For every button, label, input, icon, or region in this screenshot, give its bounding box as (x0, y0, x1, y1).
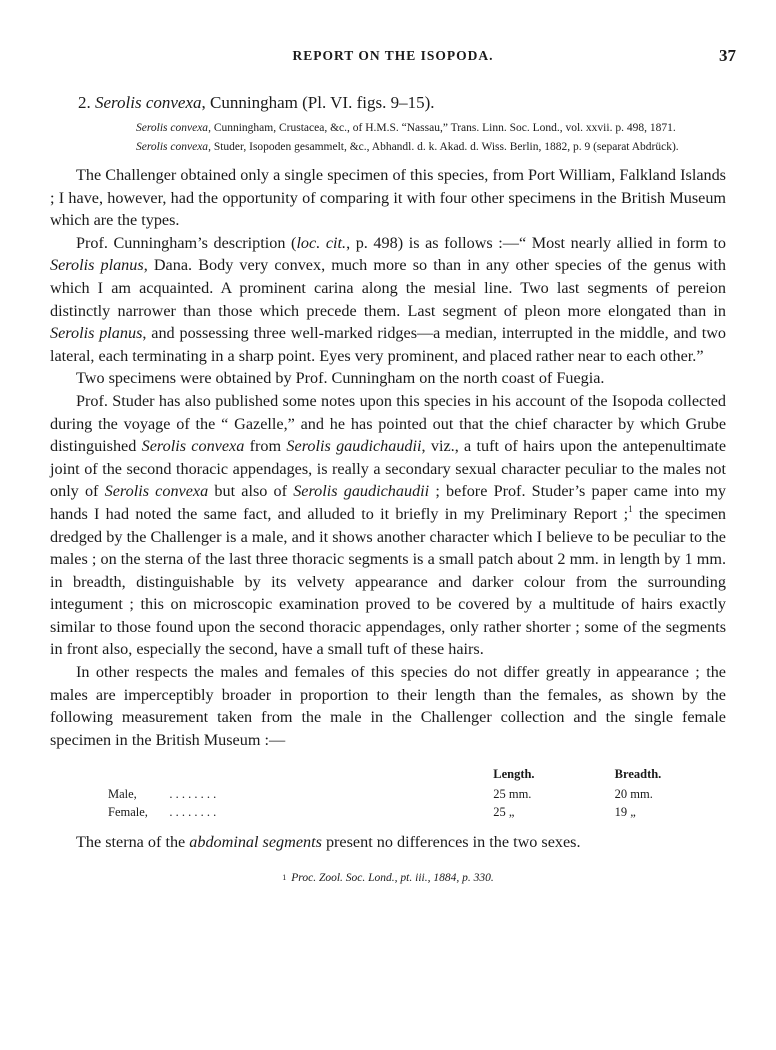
synonym-entry (136, 139, 726, 156)
row-label: Female, (108, 804, 148, 819)
header-length: Length. (493, 766, 535, 781)
paragraph-cunningham-description (50, 232, 726, 368)
footnote-ref[interactable]: 1 (628, 503, 633, 514)
leader-dots: . . . . . . . . (169, 786, 217, 801)
footnote (50, 870, 726, 886)
page-number: 37 (719, 46, 736, 65)
species-number: 2. (78, 93, 91, 112)
synonym-entry (136, 120, 726, 137)
text-run: , viz., a tuft of hairs upon the antepenultimate joint of the second thoracic appendages, is really a secondary sexual character peculiar to the males not only of (50, 437, 727, 501)
species-ref: Serolis convexa (104, 482, 209, 501)
measurement-header-row (50, 765, 726, 785)
synonymy (50, 120, 726, 156)
text-run: , Dana. Body very convex, much more so than in any other species of the genus with which I am acquainted. A prominent carina along the mesial line. Two last segments of pereion distinctly narrower than those which precede them. Last segment of pleon more elongated than in (50, 256, 727, 320)
running-title: REPORT ON THE ISOPODA. (292, 48, 494, 63)
text-run: , p. 498) is as follows :—“ Most nearly allied in form to (346, 233, 727, 252)
species-heading (78, 92, 726, 114)
measurement-row-female (50, 803, 726, 821)
text-run: present no differences in the two sexes. (321, 833, 581, 852)
text-run: , and possessing three well-marked ridges—a median, interrupted in the middle, and two lateral, each terminating in a sharp point. Eyes very prominent, and placed rather near to each other.” (50, 324, 726, 365)
species-ref: Serolis gaudichaudii (286, 437, 422, 456)
text-run-italic: loc. cit. (296, 233, 347, 252)
species-ref: Serolis gaudichaudii (293, 482, 430, 501)
length-value: 25 mm. (493, 786, 532, 801)
header-breadth: Breadth. (614, 766, 662, 781)
paragraph-sterna (50, 831, 726, 853)
text-run: Prof. Cunningham’s description ( (76, 233, 297, 252)
text-run: The sterna of the (76, 833, 190, 852)
text-run: Prof. Studer has also published some notes upon this species in his account of the Isopoda collected during the voyage of the “ Gazelle,” and he has pointed out that the chief character by which Grube distinguished (50, 391, 726, 456)
footnote-marker: 1 (282, 872, 287, 882)
row-label: Male, (108, 786, 137, 801)
breadth-value: 19 „ (614, 804, 636, 819)
page-body (50, 92, 726, 897)
running-header (50, 46, 736, 68)
species-name: Serolis convexa (95, 93, 202, 112)
footnote-text: Proc. Zool. Soc. Lond., pt. iii., 1884, p. 330. (291, 871, 494, 884)
text-run: ; before Prof. Studer’s paper came into my hands I had noted the same fact, and alluded to it briefly in my Preliminary Report ; (50, 482, 727, 523)
species-ref: Serolis planus (50, 324, 143, 343)
text-run: from (244, 437, 287, 456)
text-run: the specimen dredged by the Challenger is a male, and it shows another character which I believe to be peculiar to the males ; on the sterna of the last three thoracic segments is a small patch about 2 mm. in length by 1 mm. in breadth, distinguishable by its velvety appearance and darker colour from the surrounding integument ; this on microscopic examination proved to be covered by a multitude of hairs exactly similar to those found upon the second thoracic appendages, only rather shorter ; some of the segments in front also, especially the second, have a small tuft of these hairs. (50, 504, 726, 659)
length-value: 25 „ (493, 804, 515, 819)
species-ref: Serolis planus (50, 256, 144, 275)
synonym-citation: , Studer, Isopoden gesammelt, &c., Abhandl. d. k. Akad. d. Wiss. Berlin, 1882, p. 9 (separat Abdrück). (208, 141, 679, 153)
paragraph-specimen: The Challenger obtained only a single specimen of this species, from Port William, Falkland Islands ; I have, however, had the opportunity of comparing it with four other specimens in the British Museum which are the types. (50, 166, 726, 230)
leader-dots: . . . . . . . . (169, 804, 217, 819)
header-blank (169, 765, 493, 785)
synonym-name: Serolis convexa (136, 122, 209, 134)
paragraph-fuegia: Two specimens were obtained by Prof. Cunningham on the north coast of Fuegia. (76, 369, 605, 388)
measurement-row-male (50, 785, 726, 803)
breadth-value: 20 mm. (614, 786, 653, 801)
synonym-citation: , Cunningham, Crustacea, &c., of H.M.S. “Nassau,” Trans. Linn. Soc. Lond., vol. xxvii. p. 498, 1871. (208, 122, 676, 134)
header-blank (50, 765, 169, 785)
measurement-table (50, 765, 726, 821)
text-run-italic: abdominal segments (189, 833, 322, 852)
paragraph-sex-comparison: In other respects the males and females of this species do not differ greatly in appearance ; the males are imperceptibly broader in proportion to their length than the females, as shown by the following measurement taken from the male in the Challenger collection and the single female specimen in the British Museum :— (50, 663, 726, 749)
synonym-name: Serolis convexa (136, 141, 209, 153)
species-author: , Cunningham (Pl. VI. figs. 9–15). (201, 93, 435, 112)
paragraph-studer-notes (50, 390, 726, 661)
species-ref: Serolis convexa (141, 437, 245, 456)
text-run: but also of (208, 482, 294, 501)
